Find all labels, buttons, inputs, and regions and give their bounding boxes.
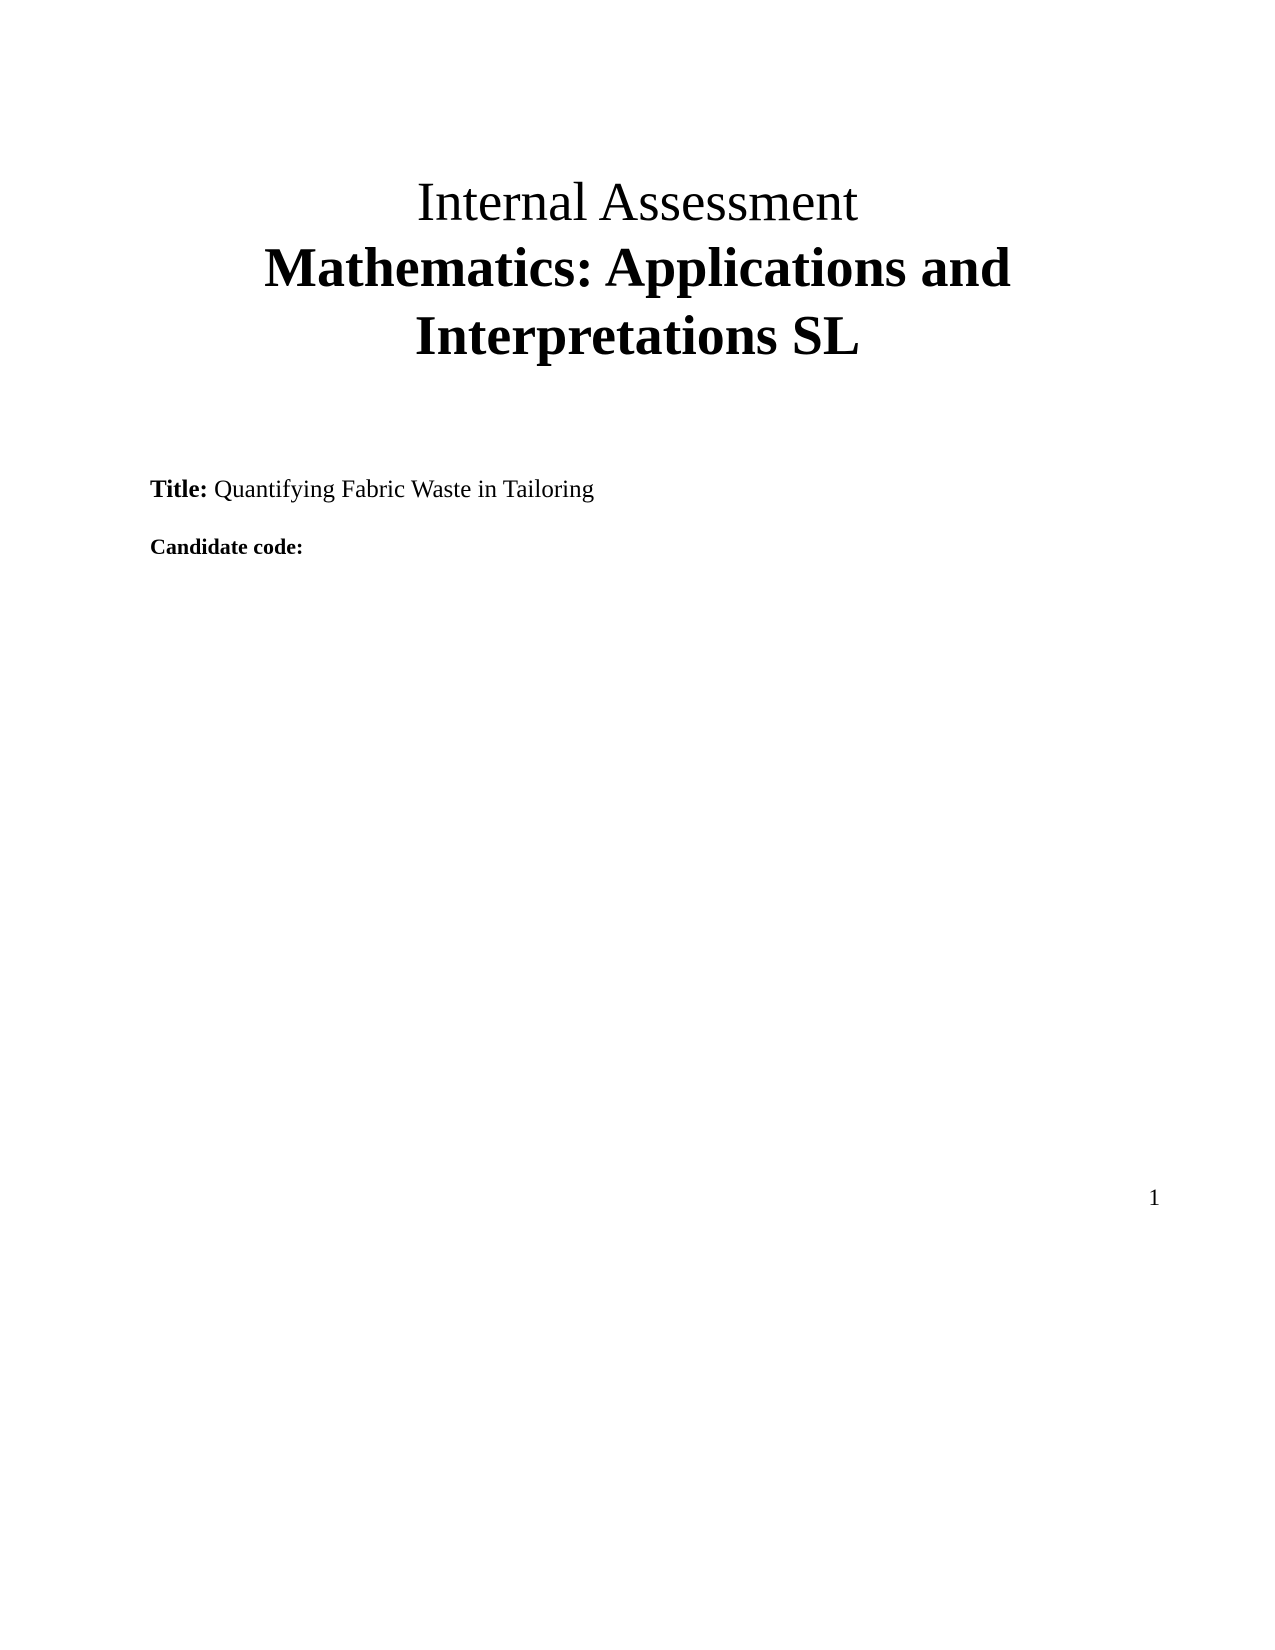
assessment-heading: Internal Assessment xyxy=(416,171,859,232)
subject-title-line-2: Interpretations SL xyxy=(414,305,861,367)
candidate-code-label: Candidate code: xyxy=(150,534,304,559)
title-field xyxy=(150,473,1150,507)
page-number: 1 xyxy=(1148,1185,1160,1210)
subject-title-line-1: Mathematics: Applications and xyxy=(264,237,1011,299)
document-metadata xyxy=(150,473,1150,562)
title-value: Quantifying Fabric Waste in Tailoring xyxy=(214,476,595,503)
candidate-code-field xyxy=(150,532,1150,562)
document-header xyxy=(0,170,1275,370)
title-label: Title: xyxy=(150,476,208,503)
